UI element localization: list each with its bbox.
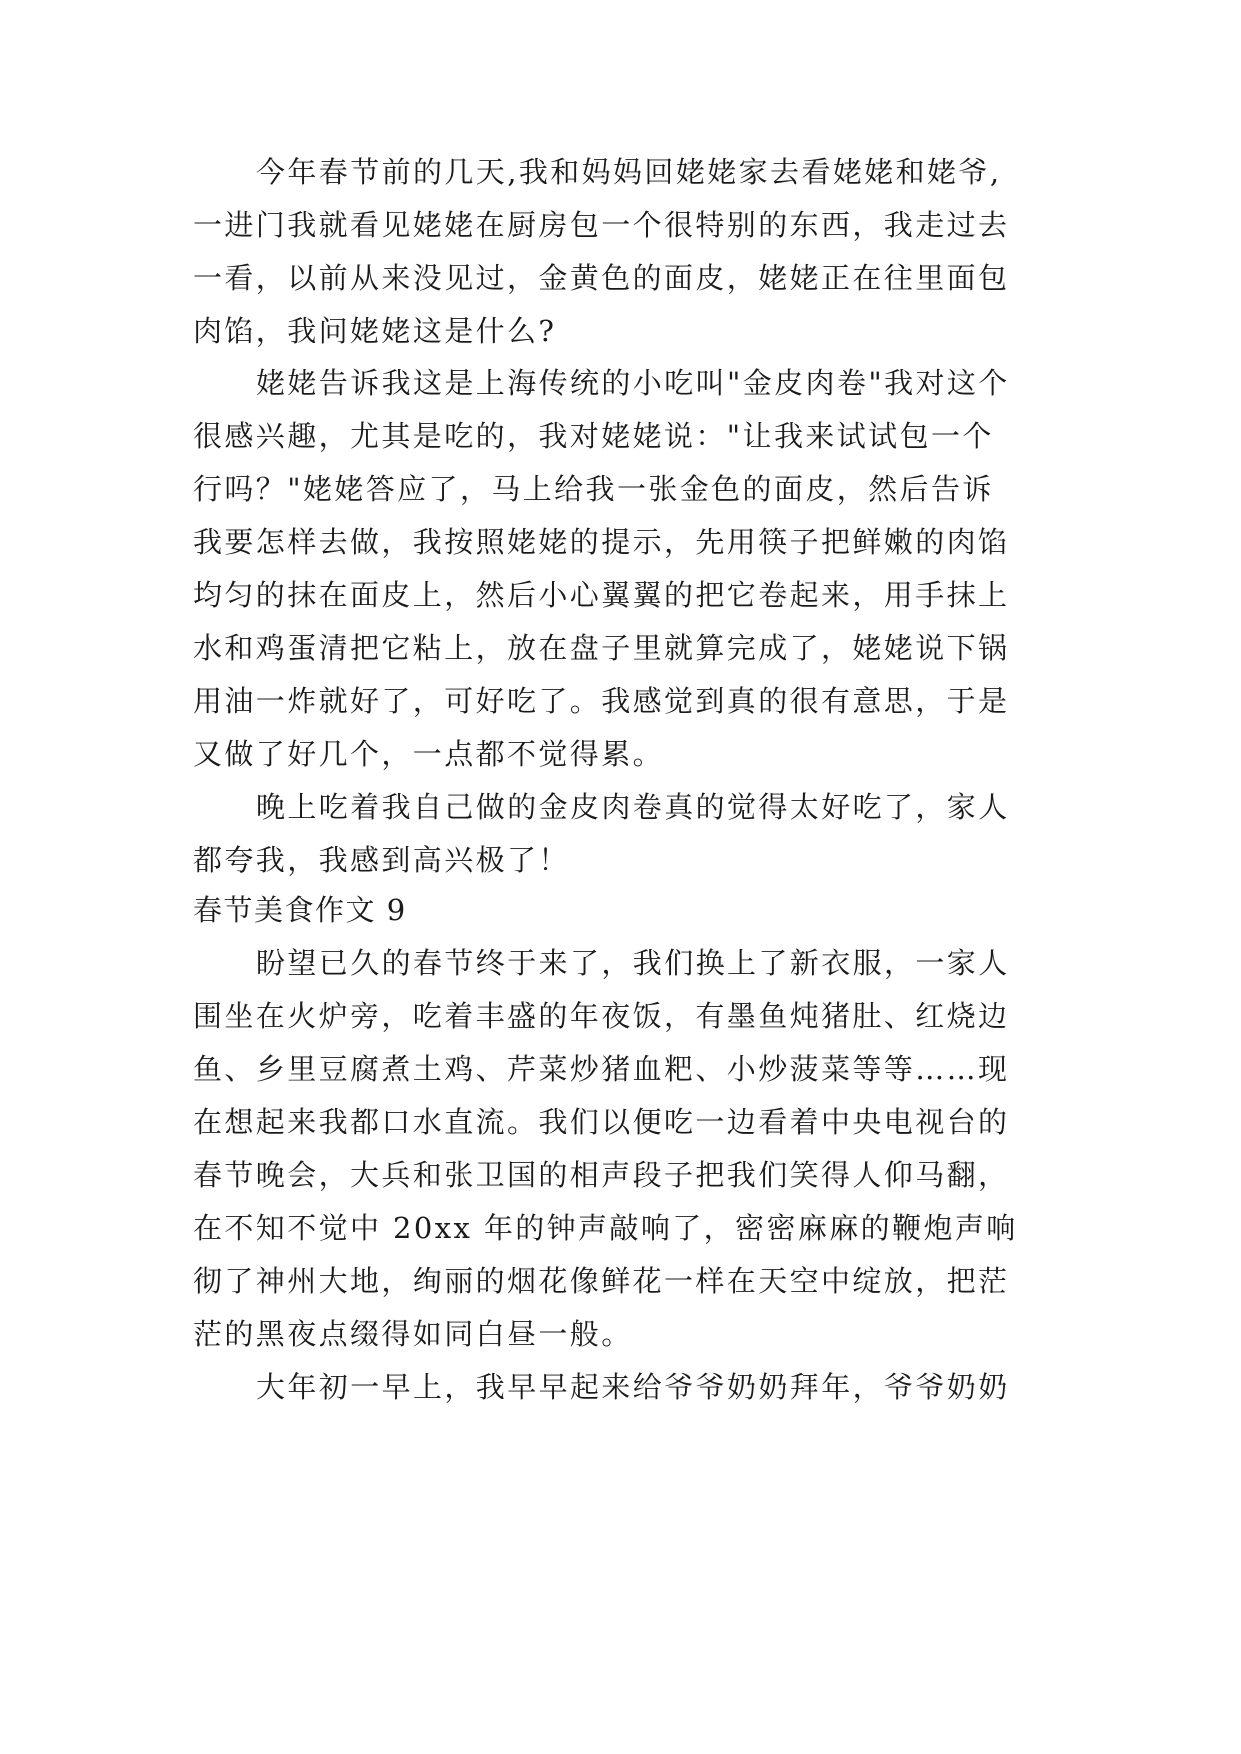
- section-paragraph-1-line-1: 盼望已久的春节终于来了，我们换上了新衣服，一家人: [256, 946, 1010, 980]
- paragraph-2-line-7: 用油一炸就好了，可好吃了。我感觉到真的很有意思，于是: [193, 684, 1010, 718]
- paragraph-1-line-2: 一进门我就看见姥姥在厨房包一个很特别的东西，我走过去: [193, 208, 1010, 242]
- section-heading: 春节美食作文 9: [193, 893, 407, 927]
- paragraph-2-line-6: 水和鸡蛋清把它粘上，放在盘子里就算完成了，姥姥说下锅: [193, 631, 1010, 665]
- section-paragraph-1-line-5: 春节晚会，大兵和张卫国的相声段子把我们笑得人仰马翻，: [193, 1158, 1010, 1192]
- paragraph-2-line-2: 很感兴趣，尤其是吃的，我对姥姥说："让我来试试包一个: [193, 419, 994, 453]
- paragraph-1-line-4: 肉馅，我问姥姥这是什么?: [193, 314, 557, 348]
- section-paragraph-1-line-3: 鱼、乡里豆腐煮土鸡、芹菜炒猪血粑、小炒菠菜等等……现: [193, 1052, 1010, 1086]
- section-paragraph-1-line-4: 在想起来我都口水直流。我们以便吃一边看着中央电视台的: [193, 1105, 1010, 1139]
- paragraph-1-line-3: 一看，以前从来没见过，金黄色的面皮，姥姥正在往里面包: [193, 261, 1010, 295]
- section-paragraph-2-line-1: 大年初一早上，我早早起来给爷爷奶奶拜年，爷爷奶奶: [256, 1370, 1010, 1404]
- section-paragraph-1-line-8: 茫的黑夜点缀得如同白昼一般。: [193, 1317, 633, 1351]
- paragraph-2-line-1: 姥姥告诉我这是上海传统的小吃叫"金皮肉卷"我对这个: [256, 366, 1010, 400]
- section-paragraph-1-line-2: 围坐在火炉旁，吃着丰盛的年夜饭，有墨鱼炖猪肚、红烧边: [193, 999, 1010, 1033]
- paragraph-2-line-4: 我要怎样去做，我按照姥姥的提示，先用筷子把鲜嫩的肉馅: [193, 525, 1010, 559]
- section-paragraph-1-line-7: 彻了神州大地，绚丽的烟花像鲜花一样在天空中绽放，把茫: [193, 1264, 1010, 1298]
- paragraph-1-line-1: 今年春节前的几天,我和妈妈回姥姥家去看姥姥和姥爷,: [256, 155, 1002, 189]
- paragraph-3-line-1: 晚上吃着我自己做的金皮肉卷真的觉得太好吃了，家人: [256, 790, 1010, 824]
- paragraph-2-line-5: 均匀的抹在面皮上，然后小心翼翼的把它卷起来，用手抹上: [193, 578, 1010, 612]
- section-paragraph-1-line-6: 在不知不觉中 20xx 年的钟声敲响了，密密麻麻的鞭炮声响: [193, 1211, 1018, 1245]
- paragraph-2-line-3: 行吗？"姥姥答应了，马上给我一张金色的面皮，然后告诉: [193, 472, 994, 506]
- paragraph-3-line-2: 都夸我，我感到高兴极了！: [193, 843, 570, 877]
- paragraph-2-line-8: 又做了好几个，一点都不觉得累。: [193, 737, 665, 771]
